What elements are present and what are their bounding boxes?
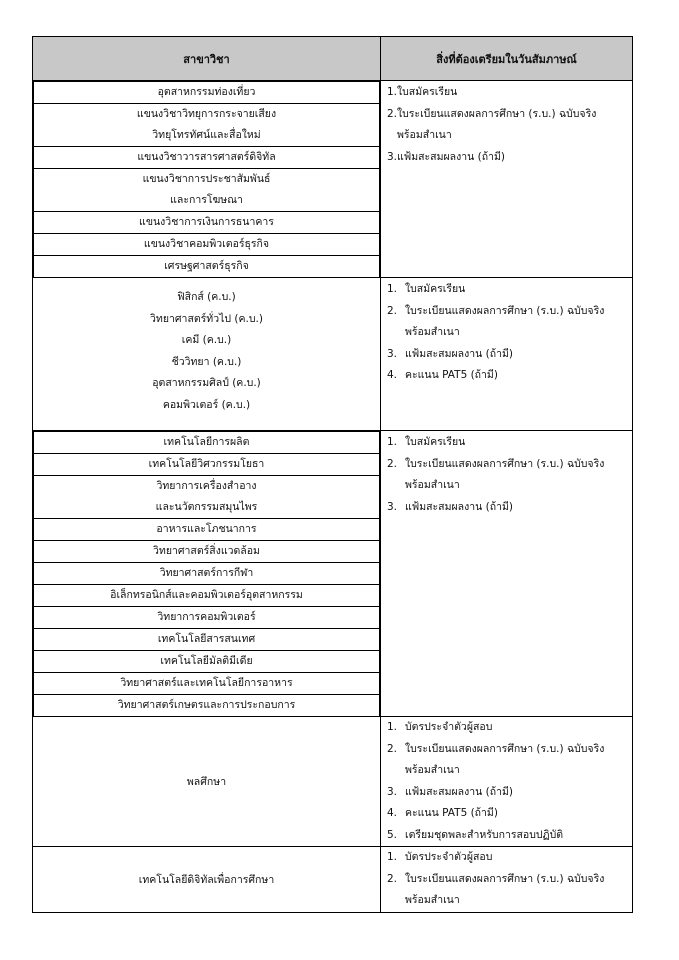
requirement-number: 2. [387, 872, 398, 885]
major-row: วิทยาการเครื่องสำอาง และนวัตกรรมสมุนไพร [34, 476, 380, 519]
major-line: คอมพิวเตอร์ (ค.บ.) [162, 398, 251, 411]
requirement-item [381, 803, 632, 825]
group-2-requirements [381, 278, 633, 431]
major-row: อิเล็กทรอนิกส์และคอมพิวเตอร์อุตสาหกรรม [34, 585, 380, 607]
requirement-item [381, 104, 632, 147]
major-row: เทคโนโลยีสารสนเทศ [34, 629, 380, 651]
major-row: วิทยาการคอมพิวเตอร์ [34, 607, 380, 629]
requirement-item [381, 147, 632, 169]
group-3 [33, 431, 633, 717]
requirement-item [381, 739, 632, 782]
major-row: เทคโนโลยีการผลิต [34, 432, 380, 454]
requirement-text: ใบสมัครเรียน [397, 86, 458, 98]
major-line: อุตสาหกรรมศิลป์ (ค.บ.) [152, 377, 261, 389]
requirement-item [381, 82, 632, 104]
group-2-majors [33, 278, 381, 431]
requirement-number: 3. [387, 500, 398, 513]
requirement-text: ใบระเบียนแสดงผลการศึกษา (ร.บ.) ฉบับจริง พร้อมสำเนา [397, 107, 597, 141]
major-row: แขนงวิชาคอมพิวเตอร์ธุรกิจ [34, 234, 380, 256]
major-row: วิทยาศาสตร์และเทคโนโลยีการอาหาร [34, 673, 380, 695]
major-row: เทคโนโลยีมัลติมีเดีย [34, 651, 380, 673]
group-1-majors [33, 81, 381, 278]
requirement-number: 1. [387, 436, 398, 448]
requirement-item [381, 782, 632, 804]
requirement-text: แฟ้มสะสมผลงาน (ถ้ามี) [405, 785, 513, 798]
group-3-requirements [381, 431, 633, 717]
major-row: อุตสาหกรรมท่องเที่ยว [34, 82, 380, 104]
interview-requirements-table [32, 36, 633, 913]
requirement-number: 1. [387, 283, 398, 295]
requirement-text: ใบระเบียนแสดงผลการศึกษา (ร.บ.) ฉบับจริง พร้อมสำเนา [405, 742, 605, 776]
header-requirements: สิ่งที่ต้องเตรียมในวันสัมภาษณ์ [381, 37, 633, 81]
requirement-item [381, 432, 632, 454]
group-5 [33, 847, 633, 913]
requirement-item [381, 301, 632, 344]
requirement-text: แฟ้มสะสมผลงาน (ถ้ามี) [405, 347, 513, 360]
requirement-item [381, 497, 632, 519]
requirement-text: ใบสมัครเรียน [405, 283, 466, 295]
major-row: วิทยาศาสตร์การกีฬา [34, 563, 380, 585]
major-row: วิทยาศาสตร์สิ่งแวดล้อม [34, 541, 380, 563]
major-row: แขนงวิชาวิทยุการกระจายเสียง วิทยุโทรทัศน์และสื่อใหม่ [34, 104, 380, 147]
requirement-item [381, 279, 632, 301]
requirement-number: 2. [387, 457, 398, 470]
requirement-text: เตรียมชุดพละสำหรับการสอบปฏิบัติ [405, 828, 564, 841]
requirement-item [381, 847, 632, 869]
requirement-number: 4. [387, 807, 398, 819]
requirement-item [381, 454, 632, 497]
requirement-text: คะแนน PAT5 (ถ้ามี) [405, 369, 498, 381]
requirement-number: 3. [387, 150, 398, 163]
requirement-item [381, 717, 632, 739]
requirement-number: 2. [387, 107, 398, 120]
major-line: ฟิสิกส์ (ค.บ.) [177, 291, 236, 303]
group-4 [33, 717, 633, 847]
requirement-number: 3. [387, 785, 398, 798]
requirement-number: 1. [387, 86, 398, 98]
requirement-number: 2. [387, 742, 398, 755]
group-4-requirements [381, 717, 633, 847]
requirement-text: ใบสมัครเรียน [405, 436, 466, 448]
requirement-text: แฟ้มสะสมผลงาน (ถ้ามี) [405, 500, 513, 513]
requirement-number: 4. [387, 369, 398, 381]
major-row: วิทยาศาสตร์เกษตรและการประกอบการ [34, 695, 380, 717]
requirement-text: ใบระเบียนแสดงผลการศึกษา (ร.บ.) ฉบับจริง พร้อมสำเนา [405, 304, 605, 338]
group-1 [33, 81, 633, 278]
requirement-text: แฟ้มสะสมผลงาน (ถ้ามี) [397, 150, 505, 163]
group-2 [33, 278, 633, 431]
major-row: แขนงวิชาการเงินการธนาคาร [34, 212, 380, 234]
requirement-text: ใบระเบียนแสดงผลการศึกษา (ร.บ.) ฉบับจริง พร้อมสำเนา [405, 872, 605, 906]
group-3-majors [33, 431, 381, 717]
requirement-text: บัตรประจำตัวผู้สอบ [405, 851, 493, 863]
header-row [33, 37, 633, 81]
major-row: เทคโนโลยีวิศวกรรมโยธา [34, 454, 380, 476]
requirement-text: ใบระเบียนแสดงผลการศึกษา (ร.บ.) ฉบับจริง พร้อมสำเนา [405, 457, 605, 491]
major-row: แขนงวิชาการประชาสัมพันธ์ และการโฆษณา [34, 169, 380, 212]
major-line: ชีววิทยา (ค.บ.) [171, 355, 242, 368]
requirement-text: คะแนน PAT5 (ถ้ามี) [405, 807, 498, 819]
major-row: แขนงวิชาวารสารศาสตร์ดิจิทัล [34, 147, 380, 169]
requirement-number: 5. [387, 828, 398, 841]
requirement-number: 3. [387, 347, 398, 360]
group-5-major: เทคโนโลยีดิจิทัลเพื่อการศึกษา [33, 847, 381, 913]
requirement-item [381, 365, 632, 387]
major-row: อาหารและโภชนาการ [34, 519, 380, 541]
requirement-text: บัตรประจำตัวผู้สอบ [405, 721, 493, 733]
requirement-item [381, 869, 632, 912]
requirement-item [381, 344, 632, 366]
requirement-item [381, 825, 632, 847]
major-line: เคมี (ค.บ.) [181, 334, 232, 346]
major-row: เศรษฐศาสตร์ธุรกิจ [34, 256, 380, 278]
requirement-number: 2. [387, 304, 398, 317]
requirement-number: 1. [387, 851, 398, 863]
group-5-requirements [381, 847, 633, 913]
group-1-requirements [381, 81, 633, 278]
major-line: วิทยาศาสตร์ทั่วไป (ค.บ.) [150, 312, 263, 325]
requirement-number: 1. [387, 721, 398, 733]
header-major: สาขาวิชา [33, 37, 381, 81]
group-4-major: พลศึกษา [33, 717, 381, 847]
